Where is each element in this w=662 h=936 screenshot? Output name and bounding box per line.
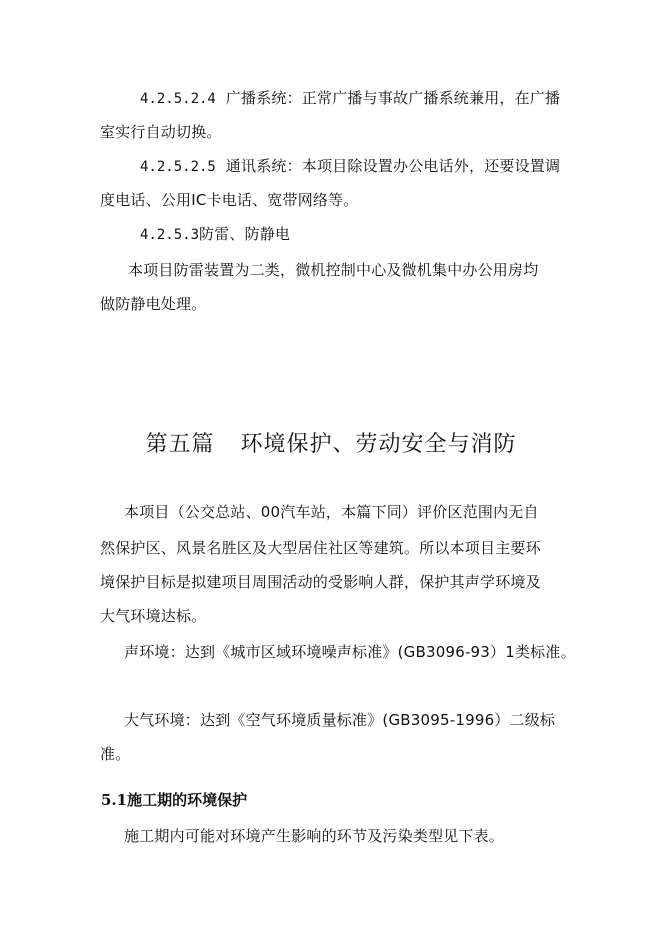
heading-lightning-static [140,224,290,245]
paragraph-broadcast-system-line1 [140,88,560,109]
paragraph-communication-system-line1 [140,156,560,177]
construction-paragraph: 施工期内可能对环境产生影响的环节及污染类型见下表。 [124,827,505,845]
air-environment-line1: 大气环境：达到《空气环境质量标准》(GB3095-1996）二级标 [124,711,556,729]
air-environment-line2: 准。 [100,745,131,763]
chapter-title [0,430,662,460]
paragraph-lightning-line2: 做防静电处理。 [100,295,207,313]
chapter-part: 第五篇 [145,432,215,457]
heading-text: 防雷、防静电 [199,225,291,243]
section-heading-5-1: 5.1施工期的环境保护 [101,791,248,809]
section-number: 4.2.5.2.5 [140,159,216,175]
section-number: 4.2.5.3 [140,227,200,243]
paragraph-lightning-line1: 本项目防雷装置为二类，微机控制中心及微机集中办公用房均 [128,261,539,279]
paragraph-broadcast-system-line2: 室实行自动切换。 [100,123,222,141]
intro-line3: 境保护目标是拟建项目周围活动的受影响人群，保护其声学环境及 [100,573,541,591]
section-number: 4.2.5.2.4 [140,91,216,107]
sound-environment: 声环境：达到《城市区域环境噪声标准》(GB3096-93）1类标准。 [124,643,576,661]
chapter-title-text: 环境保护、劳动安全与消防 [240,432,517,457]
intro-line1: 本项目（公交总站、00汽车站，本篇下同）评价区范围内无自 [124,503,539,521]
intro-line4: 大气环境达标。 [100,607,207,625]
paragraph-communication-system-line2: 度电话、公用IC卡电话、宽带网络等。 [100,191,359,209]
intro-line2: 然保护区、风景名胜区及大型居住社区等建筑。所以本项目主要环 [100,539,541,557]
paragraph-text: 广播系统：正常广播与事故广播系统兼用，在广播 [225,89,561,107]
paragraph-text: 通讯系统：本项目除设置办公电话外，还要设置调 [225,157,561,175]
